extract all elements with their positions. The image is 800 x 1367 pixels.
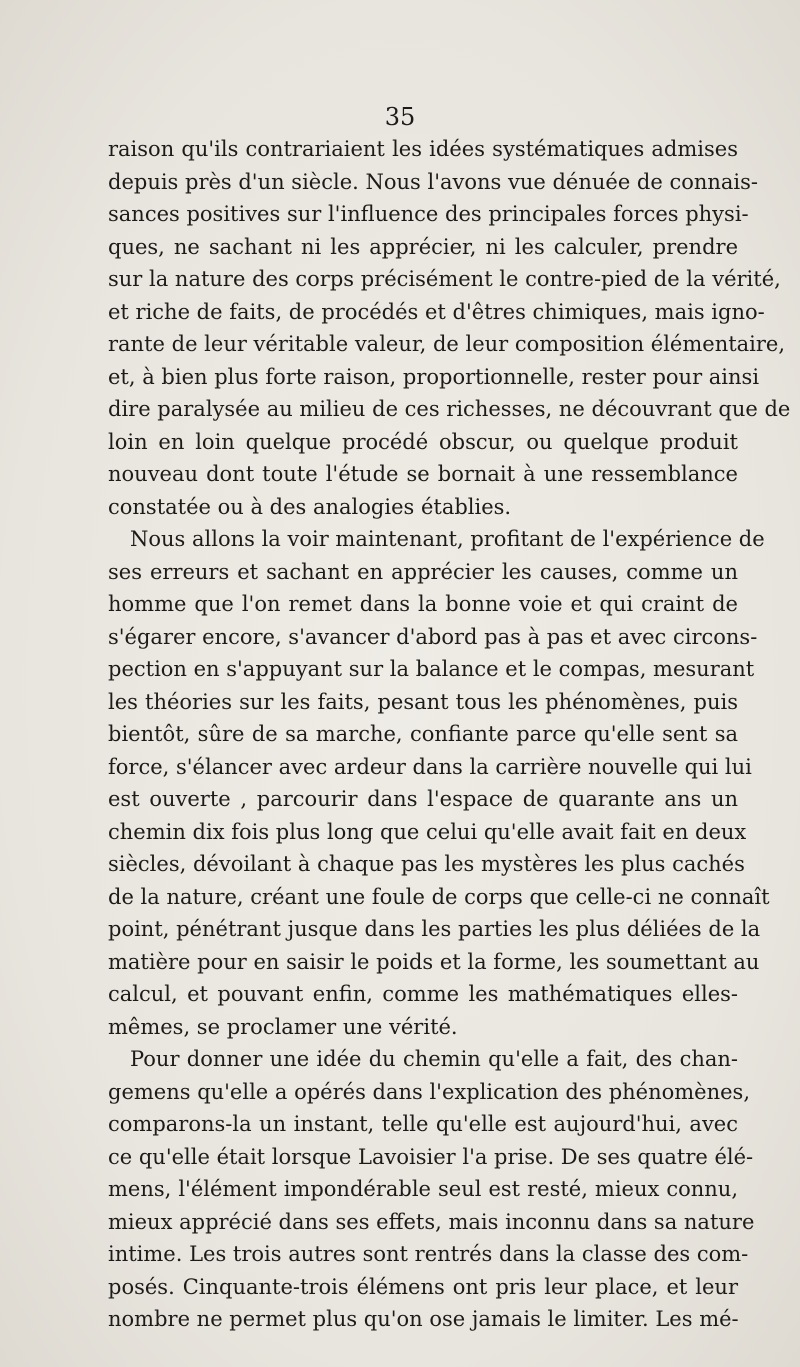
paragraph-3 [108,1043,755,1336]
text-line: chemin dix fois plus long que celui qu'elle avait fait en deux [108,819,747,844]
text-line: matière pour en saisir le poids et la forme, les soumettant au [108,949,760,974]
text-line: Pour donner une idée du chemin qu'elle a fait, des chan- [130,1047,738,1071]
text-line: s'égarer encore, s'avancer d'abord pas à pas et avec circons- [108,624,758,649]
text-line: raison qu'ils contrariaient les idées systématiques admises [108,137,738,161]
text-line: intime. Les trois autres sont rentrés dans la classe des com- [108,1242,749,1266]
text-line: siècles, dévoilant à chaque pas les mystères les plus cachés [108,852,745,876]
text-line: sances positives sur l'influence des principales forces physi- [108,202,749,226]
text-line: est ouverte , parcourir dans l'espace de quarante ans un [108,787,738,811]
text-line: nouveau dont toute l'étude se bornait à une ressemblance [108,462,738,486]
text-line: ques, ne sachant ni les apprécier, ni les calculer, prendre [108,234,738,259]
text-line: ses erreurs et sachant en apprécier les causes, comme un [108,559,738,584]
paragraph-2 [108,523,770,1043]
text-line: Nous allons la voir maintenant, profitant de l'expérience de [130,527,765,551]
text-line: de la nature, créant une foule de corps que celle-ci ne connaît [108,884,770,909]
text-line: mêmes, se proclamer une vérité. [108,1014,458,1039]
text-line: sur la nature des corps précisément le contre-pied de la vérité, [108,267,781,291]
paragraph-1 [108,133,791,523]
text-line: depuis près d'un siècle. Nous l'avons vue dénuée de connais- [108,169,759,194]
text-line: bientôt, sûre de sa marche, confiante parce qu'elle sent sa [108,722,738,746]
text-line: mieux apprécié dans ses effets, mais inconnu dans sa nature [108,1209,755,1234]
text-line: dire paralysée au milieu de ces richesses, ne découvrant que de [108,397,791,421]
text-line: et, à bien plus forte raison, proportionnelle, rester pour ainsi [108,364,760,389]
text-line: force, s'élancer avec ardeur dans la carrière nouvelle qui lui [108,754,752,779]
text-line: gemens qu'elle a opérés dans l'explication des phénomènes, [108,1079,751,1104]
text-line: calcul, et pouvant enfin, comme les mathématiques elles- [108,982,738,1006]
text-line: les théories sur les faits, pesant tous les phénomènes, puis [108,689,738,714]
text-line: mens, l'élément impondérable seul est resté, mieux connu, [108,1177,738,1201]
body-text [108,133,791,1336]
text-line: nombre ne permet plus qu'on ose jamais le limiter. Les mé- [108,1307,739,1331]
text-line: constatée ou à des analogies établies. [108,494,512,519]
text-line: point, pénétrant jusque dans les parties les plus déliées de la [108,917,761,941]
text-line: pection en s'appuyant sur la balance et le compas, mesurant [108,657,755,681]
page-number: 35 [384,103,416,131]
text-line: rante de leur véritable valeur, de leur composition élémentaire, [108,332,786,356]
text-line: homme que l'on remet dans la bonne voie et qui craint de [108,592,738,616]
text-line: et riche de faits, de procédés et d'êtres chimiques, mais igno- [108,299,765,324]
text-line: posés. Cinquante-trois élémens ont pris leur place, et leur [108,1274,738,1299]
text-line: comparons-la un instant, telle qu'elle est aujourd'hui, avec [108,1112,738,1136]
text-line: loin en loin quelque procédé obscur, ou quelque produit [108,429,738,454]
text-line: ce qu'elle était lorsque Lavoisier l'a prise. De ses quatre élé- [108,1144,754,1169]
